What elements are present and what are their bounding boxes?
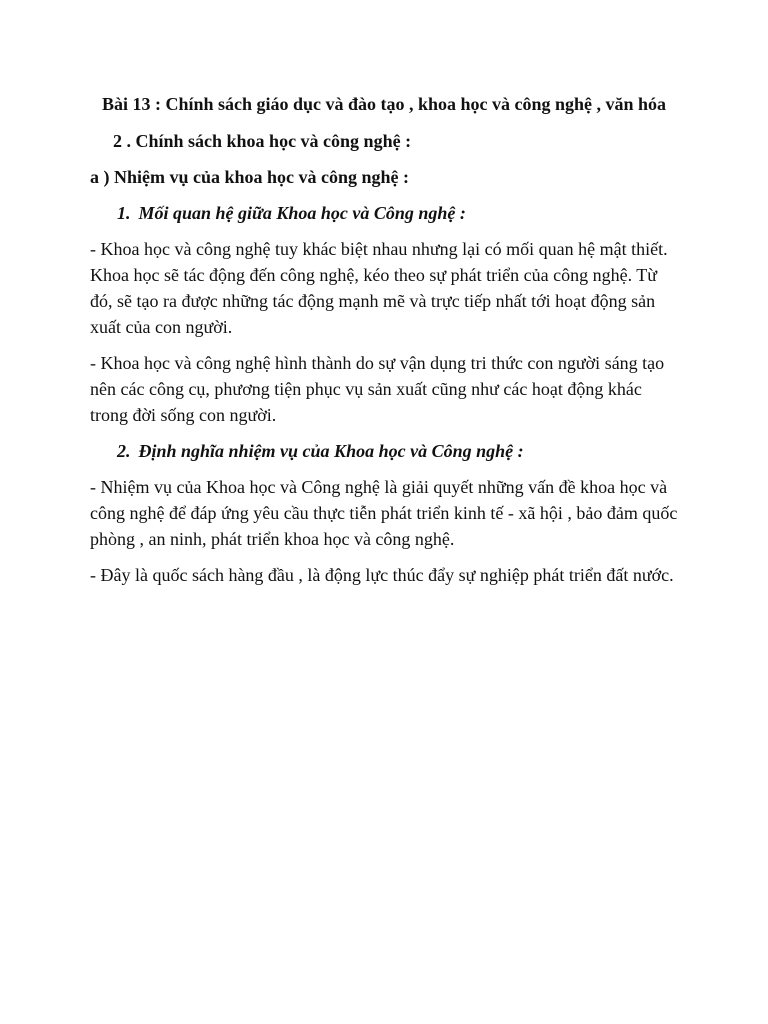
paragraph: - Khoa học và công nghệ tuy khác biệt nhau nhưng lại có mối quan hệ mật thiết. Khoa học sẽ tác động đến công nghệ, kéo theo sự phát triển của công nghệ. Từ đó, sẽ tạo ra được những tác động mạnh mẽ và trực tiếp nhất tới hoạt động sản xuất của con người. xyxy=(90,239,668,337)
section-2-heading: 2 . Chính sách khoa học và công nghệ : xyxy=(113,131,412,151)
subheading-2-text: Định nghĩa nhiệm vụ của Khoa học và Công nghệ : xyxy=(138,441,524,461)
document-title: Bài 13 : Chính sách giáo dục và đào tạo , khoa học và công nghệ , văn hóa xyxy=(101,94,667,114)
subheading-2-number: 2. xyxy=(117,441,131,461)
paragraph: - Đây là quốc sách hàng đầu , là động lực thúc đẩy sự nghiệp phát triển đất nước. xyxy=(90,565,674,585)
subheading-1-number: 1. xyxy=(117,203,131,223)
subheading-1-text: Mối quan hệ giữa Khoa học và Công nghệ : xyxy=(138,203,466,223)
paragraph: - Khoa học và công nghệ hình thành do sự vận dụng tri thức con người sáng tạo nên các công cụ, phương tiện phục vụ sản xuất cũng như các hoạt động khác trong đời sống con người. xyxy=(90,353,665,425)
subheading-1 xyxy=(90,200,678,226)
section-a-heading: a ) Nhiệm vụ của khoa học và công nghệ : xyxy=(90,167,410,187)
subheading-2 xyxy=(90,438,678,464)
paragraph: - Nhiệm vụ của Khoa học và Công nghệ là giải quyết những vấn đề khoa học và công nghệ để đáp ứng yêu cầu thực tiễn phát triển kinh tế - xã hội , bảo đảm quốc phòng , an ninh, phát triển khoa học và công nghệ. xyxy=(90,477,678,549)
